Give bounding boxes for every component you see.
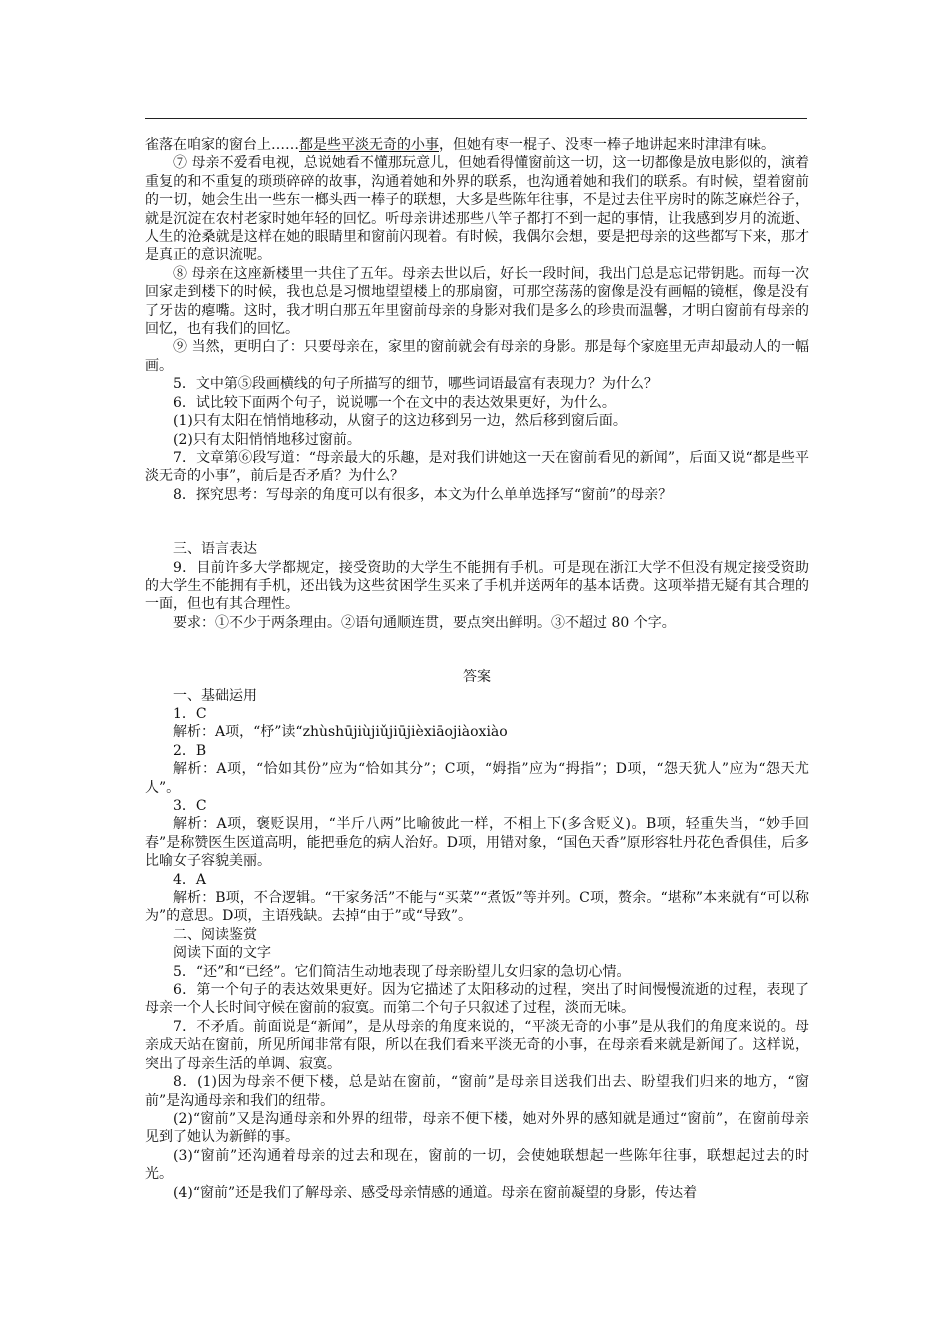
question-5: 5．文中第⑤段画横线的句子所描写的细节，哪些词语最富有表现力？为什么？ bbox=[173, 376, 658, 393]
answer-4: 4．A bbox=[173, 871, 207, 888]
question-9: 9．目前许多大学都规定，接受资助的大学生不能拥有手机。可是现在浙江大学不但没有规定接受资助的大学生不能拥有手机，还出钱为这些贫困学生买来了手机并送两年的基本话费。这项举措无疑有其合理的一面，但也有其合理性。 bbox=[145, 559, 809, 613]
question-7: 7．文章第⑥段写道：“母亲最大的乐趣，是对我们讲她这一天在窗前看见的新闻”，后面又说“都是些平淡无奇的小事”，前后是否矛盾？为什么？ bbox=[145, 449, 809, 485]
reading-paragraph-continued bbox=[145, 136, 809, 154]
section-heading-language: 三、语言表达 bbox=[173, 541, 257, 558]
answer-2: 2．B bbox=[173, 742, 207, 759]
answers-title: 答案 bbox=[463, 669, 491, 686]
paragraph-text: 雀落在咱家的窗台上…… bbox=[145, 137, 299, 153]
answers-section-2: 二、阅读鉴赏 bbox=[173, 926, 257, 943]
question-6-option-1: (1)只有太阳在悄悄地移动，从窗子的这边移到另一边，然后移到窗后面。 bbox=[173, 413, 627, 430]
answer-8-part-3: (3)“窗前”还沟通着母亲的过去和现在，窗前的一切，会使她联想起一些陈年往事，联想起过去的时光。 bbox=[145, 1147, 809, 1183]
answer-1-explanation: 解析：A项，“杼”读“zhùshūjiùjiǔjiūjièxiāojiàoxiào bbox=[173, 724, 508, 741]
answer-8-part-2: (2)“窗前”又是沟通母亲和外界的纽带，母亲不便下楼，她对外界的感知就是通过“窗前”，在窗前母亲见到了她认为新鲜的事。 bbox=[145, 1110, 809, 1146]
answer-2-explanation: 解析：A项，“恰如其份”应为“恰如其分”；C项，“姆指”应为“拇指”；D项，“怨天犹人”应为“怨天尤人”。 bbox=[145, 761, 809, 796]
answer-1: 1．C bbox=[173, 705, 207, 722]
question-9-requirements: 要求：①不少于两条理由。②语句通顺连贯，要点突出鲜明。③不超过 80 个字。 bbox=[173, 614, 676, 631]
answer-8-part-1: 8．(1)因为母亲不便下楼，总是站在窗前，“窗前”是母亲目送我们出去、盼望我们归来的地方，“窗前”是沟通母亲和我们的纽带。 bbox=[145, 1074, 809, 1109]
answer-3: 3．C bbox=[173, 798, 207, 814]
reading-paragraph-8: ⑧ 母亲在这座新楼里一共住了五年。母亲去世以后，好长一段时间，我出门总是忘记带钥匙。而每一次回家走到楼下的时候，我也总是习惯地望望楼上的那扇窗，可那空荡荡的窗像是没有画幅的镜框，像是没有了牙齿的瘪嘴。这时，我才明白那五年里窗前母亲的身影对我们是多么的珍贵而温馨，才明白窗前有母亲的回忆，也有我们的回忆。 bbox=[145, 265, 809, 338]
answer-3-explanation: 解析：A项，褒贬误用，“半斤八两”比喻彼此一样，不相上下(多含贬义)。B项，轻重失当，“妙手回春”是称赞医生医道高明，能把垂危的病人治好。D项，用错对象，“国色天香”原形容牡丹花色香俱佳，后多比喻女子容貌美丽。 bbox=[145, 816, 809, 870]
paragraph-text: ，但她有枣一棍子、没枣一棒子地讲起来时津津有味。 bbox=[439, 137, 775, 153]
answer-5: 5．“还”和“已经”。它们简洁生动地表现了母亲盼望儿女归家的急切心情。 bbox=[173, 963, 631, 980]
answer-8-part-4: (4)“窗前”还是我们了解母亲、感受母亲情感的通道。母亲在窗前凝望的身影，传达着 bbox=[173, 1184, 698, 1201]
question-6-option-2: (2)只有太阳悄悄地移过窗前。 bbox=[173, 431, 361, 448]
header-rule bbox=[145, 118, 807, 119]
document-body bbox=[145, 136, 809, 1202]
reading-paragraph-9: ⑨ 当然，更明白了：只要母亲在，家里的窗前就会有母亲的身影。那是每个家庭里无声却最动人的一幅画。 bbox=[145, 339, 809, 374]
reading-paragraph-7: ⑦ 母亲不爱看电视，总说她看不懂那玩意儿，但她看得懂窗前这一切，这一切都像是放电影似的，演着重复的和不重复的琐琐碎碎的故事，沟通着她和外界的联系，也沟通着她和我们的联系。有时候，望着窗前的一切，她会生出一些东一榔头西一棒子的联想，大多是些陈年往事，不是过去住平房时的陈芝麻烂谷子，就是沉淀在农村老家时她年轻的回忆。听母亲讲述那些八竿子都打不到一起的事情，让我感到岁月的流逝、人生的沧桑就是这样在她的眼睛里和窗前闪现着。有时候，我偶尔会想，要是把母亲的这些都写下来，那才是真正的意识流呢。 bbox=[145, 155, 809, 264]
answer-4-explanation: 解析：B项，不合逻辑。“干家务活”不能与“买菜”“煮饭”等并列。C项，赘余。“堪称”本来就有“可以称为”的意思。D项，主语残缺。去掉“由于”或“导致”。 bbox=[145, 890, 809, 925]
answer-7: 7．不矛盾。前面说是“新闻”，是从母亲的角度来说的，“平淡无奇的小事”是从我们的角度来说的。母亲成天站在窗前，所见所闻非常有限，所以在我们看来平淡无奇的小事，在母亲看来就是新闻了。这样说，突出了母亲生活的单调、寂寞。 bbox=[145, 1018, 809, 1072]
spacer bbox=[145, 632, 809, 668]
answers-section-2-subtitle: 阅读下面的文字 bbox=[173, 945, 271, 962]
answer-6: 6．第一个句子的表达效果更好。因为它描述了太阳移动的过程，突出了时间慢慢流逝的过程，表现了母亲一个人长时间守候在窗前的寂寞。而第二个句子只叙述了过程，淡而无味。 bbox=[145, 982, 809, 1017]
answers-section-1: 一、基础运用 bbox=[173, 687, 257, 704]
spacer bbox=[145, 504, 809, 540]
question-8: 8．探究思考：写母亲的角度可以有很多，本文为什么单单选择写“窗前”的母亲？ bbox=[173, 486, 673, 503]
question-6: 6．试比较下面两个句子，说说哪一个在文中的表达效果更好，为什么。 bbox=[173, 394, 616, 411]
underlined-sentence: 都是些平淡无奇的小事 bbox=[299, 137, 439, 153]
